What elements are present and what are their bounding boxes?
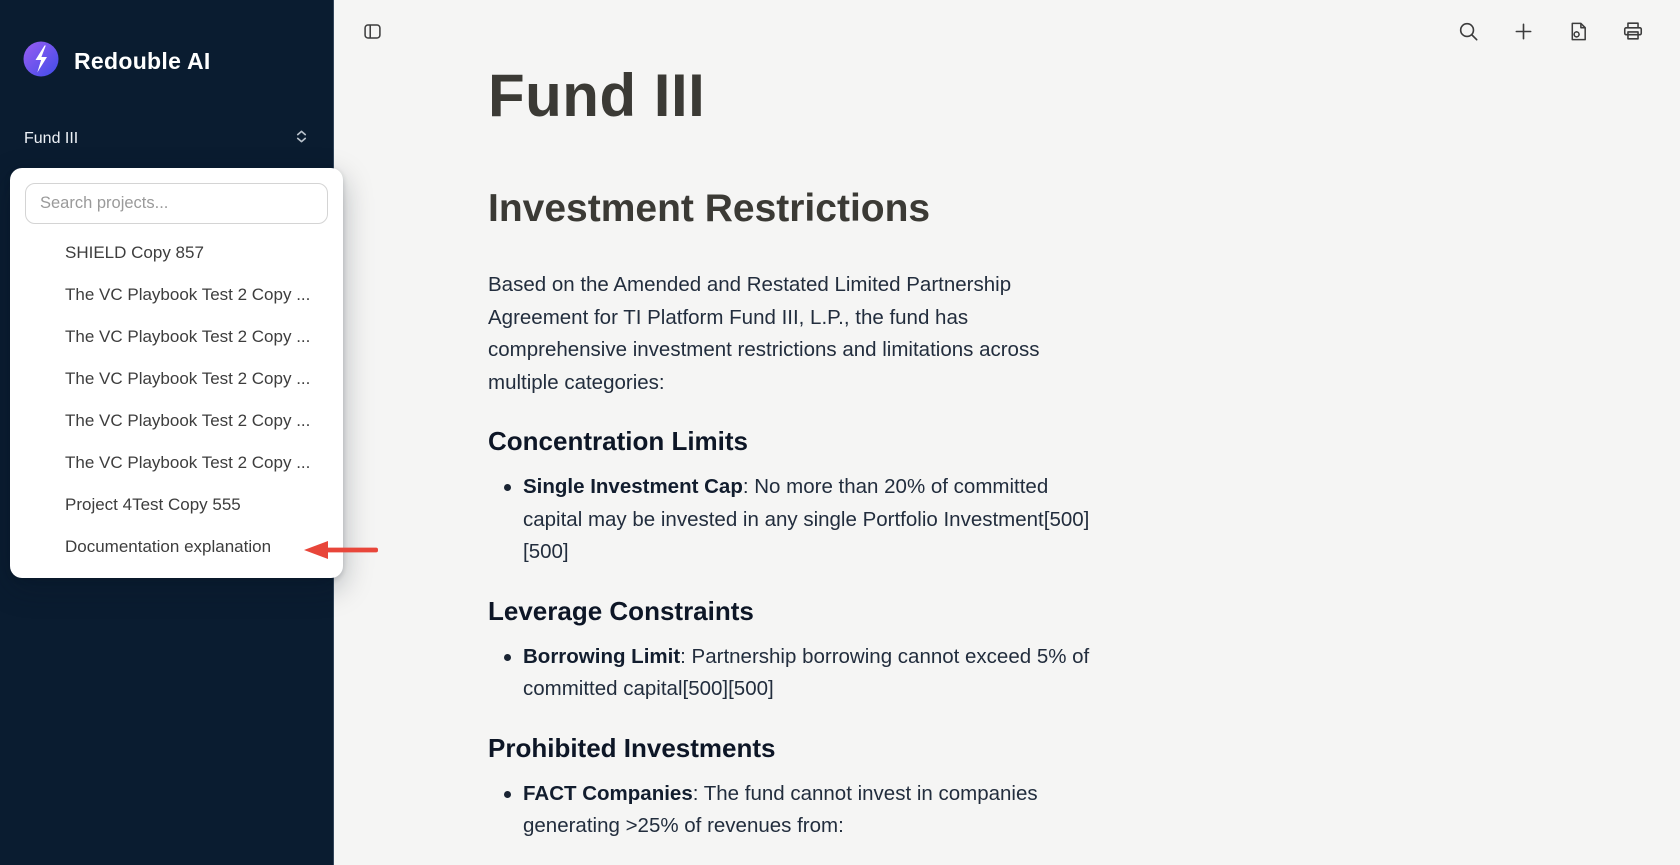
redouble-logo-icon (22, 40, 60, 83)
search-icon[interactable] (1457, 20, 1479, 42)
document (488, 60, 1092, 843)
bullet-text: : No more than 20% of committed capital may be invested in any single Portfolio Investment[500][500] (523, 475, 1090, 563)
project-list-item-label: The VC Playbook Test 2 Copy ... (65, 453, 311, 472)
bullet-text: : Partnership borrowing cannot exceed 5% of committed capital[500][500] (523, 644, 1090, 700)
bullet-list (488, 778, 1092, 843)
project-list-item-label: Documentation explanation (65, 537, 272, 556)
chevron-up-down-icon (294, 129, 309, 149)
project-list-item[interactable] (25, 442, 328, 484)
project-selector-value: Fund III (24, 130, 79, 147)
bullet-item (504, 641, 1092, 706)
bullet-item (504, 471, 1092, 569)
subsection-heading: Concentration Limits (488, 426, 749, 456)
brand-name: Redouble AI (74, 48, 211, 74)
subsection-heading: Leverage Constraints (488, 595, 754, 626)
bullet-text: : The fund cannot invest in companies generating >25% of revenues from: (523, 781, 1038, 837)
main-header (335, 0, 1680, 46)
annotation-arrow-icon (304, 540, 378, 560)
section-heading: Investment Restrictions (488, 187, 931, 230)
project-list-item[interactable] (25, 274, 328, 316)
intro-paragraph: Based on the Amended and Restated Limited Partnership Agreement for TI Platform Fund III, L.P., the fund has comprehensive investment restrictions and limitations across multiple categories: (488, 273, 1040, 394)
project-list (25, 232, 328, 568)
project-list-item[interactable] (25, 358, 328, 400)
brand (0, 0, 333, 83)
project-dropdown (10, 168, 343, 578)
bullet-term: Borrowing Limit (523, 644, 681, 668)
subsection-heading: Prohibited Investments (488, 732, 776, 763)
project-list-item-label: The VC Playbook Test 2 Copy ... (65, 411, 311, 430)
main-content-area (335, 0, 1680, 865)
file-gear-icon[interactable] (1567, 20, 1589, 42)
page-title: Fund III (488, 62, 706, 129)
project-list-item-label: The VC Playbook Test 2 Copy ... (65, 285, 311, 304)
bullet-list (488, 641, 1092, 706)
bullet-term: Single Investment Cap (523, 475, 743, 498)
project-list-item[interactable] (25, 232, 328, 274)
project-list-item-annotated[interactable] (25, 526, 328, 568)
printer-icon[interactable] (1622, 20, 1644, 42)
search-input[interactable] (25, 183, 328, 224)
project-selector[interactable] (24, 120, 309, 158)
doc-sections (488, 424, 1092, 843)
project-list-item-label: The VC Playbook Test 2 Copy ... (65, 369, 311, 388)
bullet-item (504, 778, 1092, 843)
bullet-term: FACT Companies (523, 781, 693, 805)
project-list-item-label: The VC Playbook Test 2 Copy ... (65, 327, 311, 346)
project-list-item[interactable] (25, 316, 328, 358)
project-list-item[interactable] (25, 400, 328, 442)
header-icon-group (1457, 20, 1644, 42)
sidebar-toggle-icon[interactable] (361, 20, 383, 42)
project-list-item[interactable] (25, 484, 328, 526)
project-list-item-label: Project 4Test Copy 555 (65, 495, 241, 514)
project-list-item-label: SHIELD Copy 857 (65, 243, 204, 262)
bullet-list (488, 471, 1092, 569)
plus-icon[interactable] (1512, 20, 1534, 42)
